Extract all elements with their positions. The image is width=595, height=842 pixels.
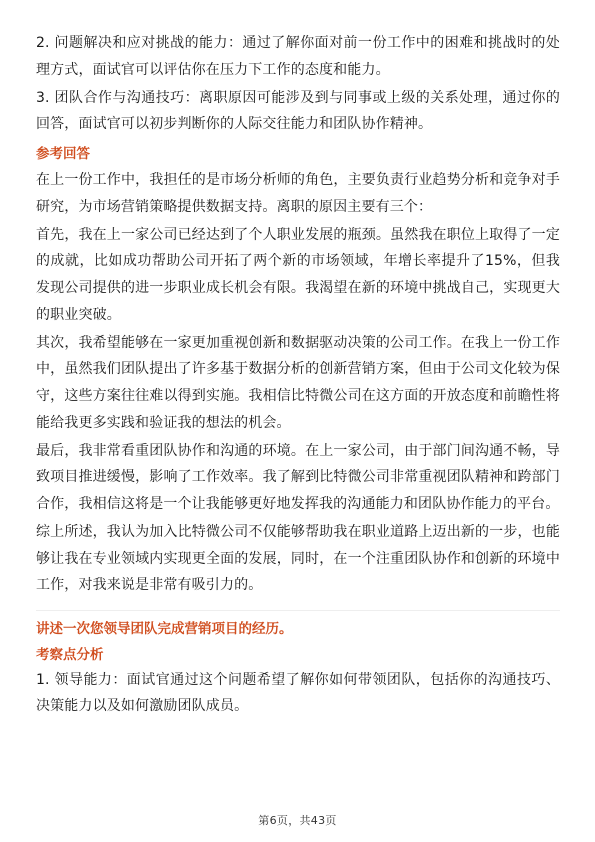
answer-paragraph-third: 最后，我非常看重团队协作和沟通的环境。在上一家公司，由于部门间沟通不畅，导致项目推进缓慢，影响了工作效率。我了解到比特微公司非常重视团队精神和跨部门合作，我相信这将是一个让我能够更好地发挥我的沟通能力和团队协作能力的平台。 (36, 442, 560, 512)
answer-paragraph-second: 其次，我希望能够在一家更加重视创新和数据驱动决策的公司工作。在我上一份工作中，虽然我们团队提出了许多基于数据分析的创新营销方案，但由于公司文化较为保守，这些方案往往难以得到实施。我相信比特微公司在这方面的开放态度和前瞻性将能给我更多实践和验证我的想法的机会。 (36, 334, 560, 431)
analysis-point-1: 1. 领导能力：面试官通过这个问题希望了解你如何带领团队，包括你的沟通技巧、决策能力以及如何激励团队成员。 (36, 671, 560, 715)
answer-paragraph-summary: 综上所述，我认为加入比特微公司不仅能够帮助我在职业道路上迈出新的一步，也能够让我在专业领域内实现更全面的发展，同时，在一个注重团队协作和创新的环境中工作，对我来说是非常有吸引力的。 (36, 524, 560, 594)
answer-paragraph-first: 首先，我在上一家公司已经达到了个人职业发展的瓶颈。虽然我在职位上取得了一定的成就，比如成功帮助公司开拓了两个新的市场领域，年增长率提升了15%，但我发现公司提供的进一步职业成长机会有限。我渴望在新的环境中挑战自己，实现更大的职业突破。 (36, 226, 560, 323)
page-number-footer: 第6页，共43页 (258, 814, 337, 827)
question-title: 讲述一次您领导团队完成营销项目的经历。 (36, 620, 293, 637)
analysis-point-3: 3. 团队合作与沟通技巧：离职原因可能涉及到与同事或上级的关系处理，通过你的回答，面试官可以初步判断你的人际交往能力和团队协作精神。 (36, 89, 560, 133)
document-page (36, 30, 560, 722)
reference-answer-heading: 参考回答 (36, 145, 90, 162)
answer-paragraph-intro: 在上一份工作中，我担任的是市场分析师的角色，主要负责行业趋势分析和竞争对手研究，为市场营销策略提供数据支持。离职的原因主要有三个： (36, 171, 560, 215)
analysis-point-2: 2. 问题解决和应对挑战的能力：通过了解你面对前一份工作中的困难和挑战时的处理方式，面试官可以评估你在压力下工作的态度和能力。 (36, 35, 560, 78)
question-divider (36, 610, 560, 611)
analysis-heading: 考察点分析 (36, 646, 104, 663)
